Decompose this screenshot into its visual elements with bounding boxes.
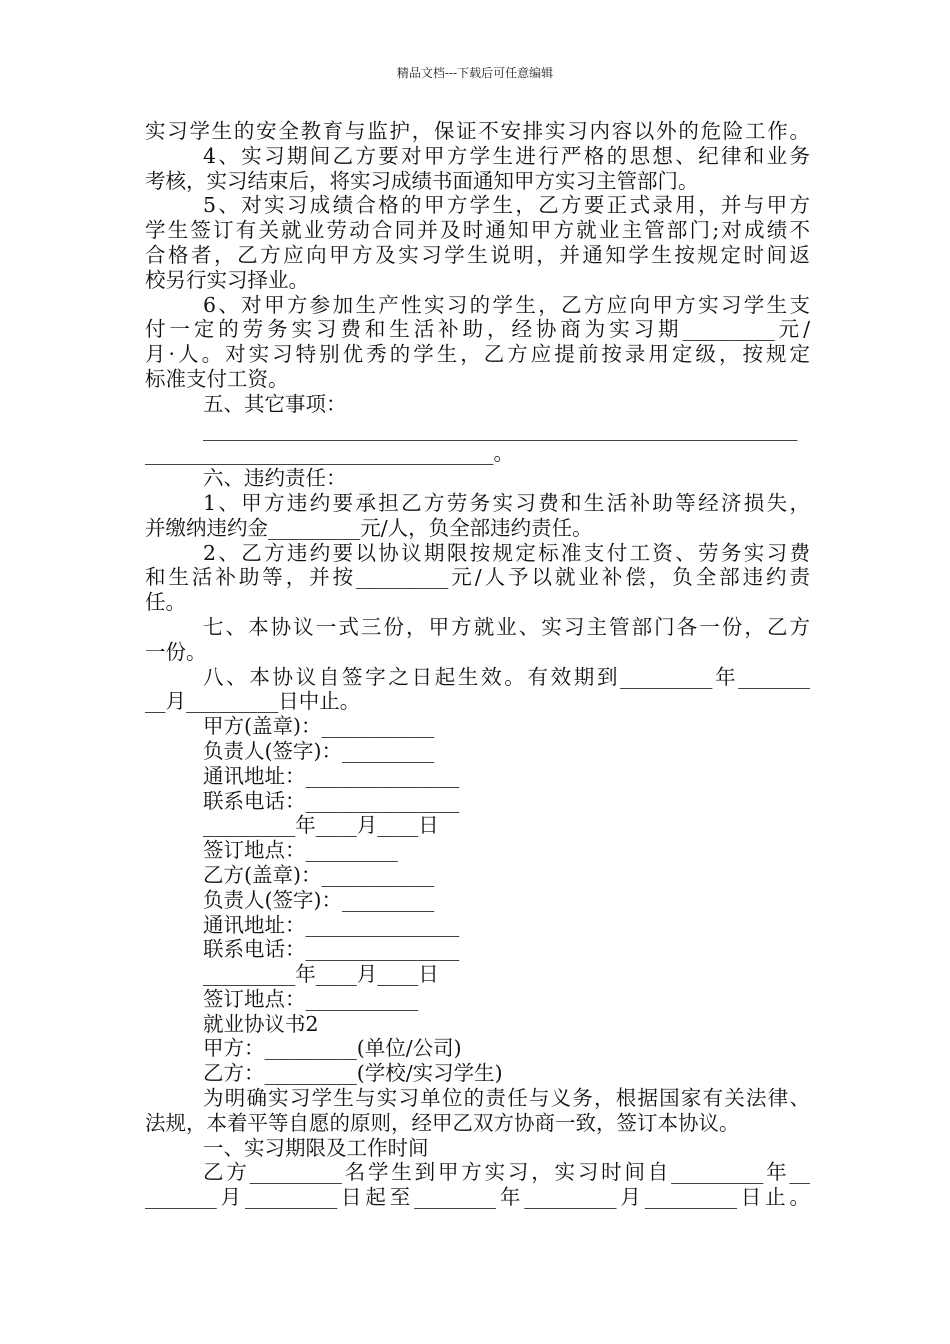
- text-line: 乙方(盖章)：___________: [203, 862, 435, 887]
- text-line: 并缴纳违约金_________元/人，负全部违约责任。: [145, 515, 593, 540]
- text-line: 通讯地址：_______________: [203, 912, 460, 937]
- text-line: 1、甲方违约要承担乙方劳务实习费和生活补助等经济损失，: [203, 490, 810, 515]
- text-line: _______月_________日起至________年_________月_________日止。: [145, 1185, 810, 1210]
- text-line: 实习学生的安全教育与监护，保证不安排实习内容以外的危险工作。: [145, 119, 810, 143]
- text-line: 4、实习期间乙方要对甲方学生进行严格的思想、纪律和业务: [203, 143, 810, 168]
- text-line: 学生签订有关就业劳动合同并及时通知甲方就业主管部门;对成绩不: [145, 218, 810, 243]
- text-line: 任。: [145, 590, 186, 615]
- text-line: __________________________________________________________: [203, 416, 798, 441]
- text-line: 5、对实习成绩合格的甲方学生，乙方要正式录用，并与甲方: [203, 193, 810, 218]
- text-line: 七、本协议一式三份，甲方就业、实习主管部门各一份，乙方: [203, 614, 810, 639]
- text-line: 甲方：_________(单位/公司): [203, 1036, 462, 1061]
- text-line: _________年____月____日: [203, 962, 439, 987]
- text-line: 五、其它事项：: [203, 391, 347, 416]
- text-line: _________年____月____日: [203, 813, 439, 838]
- text-line: 六、违约责任：: [203, 466, 347, 491]
- text-line: 联系电话：_______________: [203, 788, 460, 813]
- text-line: 标准支付工资。: [145, 366, 289, 391]
- text-line: 合格者，乙方应向甲方及实习学生说明，并通知学生按规定时间返: [145, 242, 810, 267]
- text-line: 一、实习期限及工作时间: [203, 1135, 429, 1160]
- text-line: 通讯地址：_______________: [203, 763, 460, 788]
- text-line: 2、乙方违约要以协议期限按规定标准支付工资、劳务实习费: [203, 540, 810, 565]
- text-line: 校另行实习择业。: [145, 267, 309, 292]
- text-line: 乙方_________名学生到甲方实习，实习时间自_________年__: [203, 1160, 810, 1185]
- text-line: 签订地点：_________: [203, 838, 398, 863]
- text-line: 6、对甲方参加生产性实习的学生，乙方应向甲方实习学生支: [203, 292, 810, 317]
- text-line: __月_________日中止。: [145, 689, 361, 714]
- text-line: 和生活补助等，并按_________元/人予以就业补偿，负全部违约责: [145, 565, 810, 590]
- text-line: __________________________________。: [145, 441, 514, 466]
- text-line: 就业协议书2: [203, 1011, 319, 1036]
- text-line: 为明确实习学生与实习单位的责任与义务，根据国家有关法律、: [203, 1086, 810, 1111]
- text-line: 联系电话：_______________: [203, 937, 460, 962]
- text-line: 八、本协议自签字之日起生效。有效期到_________年_______: [203, 664, 810, 689]
- text-line: 负责人(签字)：_________: [203, 887, 435, 912]
- text-line: 法规，本着平等自愿的原则，经甲乙双方协商一致，签订本协议。: [145, 1110, 740, 1135]
- document-body: [145, 119, 810, 1210]
- text-line: 负责人(签字)：_________: [203, 738, 435, 763]
- text-line: 签订地点：___________: [203, 986, 419, 1011]
- text-line: 考核，实习结束后，将实习成绩书面通知甲方实习主管部门。: [145, 168, 699, 193]
- text-line: 付一定的劳务实习费和生活补助，经协商为实习期_________元/: [145, 317, 810, 342]
- text-line: 一份。: [145, 639, 207, 664]
- text-line: 乙方：_________(学校/实习学生): [203, 1061, 503, 1086]
- text-line: 甲方(盖章)：___________: [203, 714, 435, 739]
- text-line: 月·人。对实习特别优秀的学生，乙方应提前按录用定级，按规定: [145, 342, 810, 367]
- page-header: 精品文档---下载后可任意编辑: [396, 66, 554, 80]
